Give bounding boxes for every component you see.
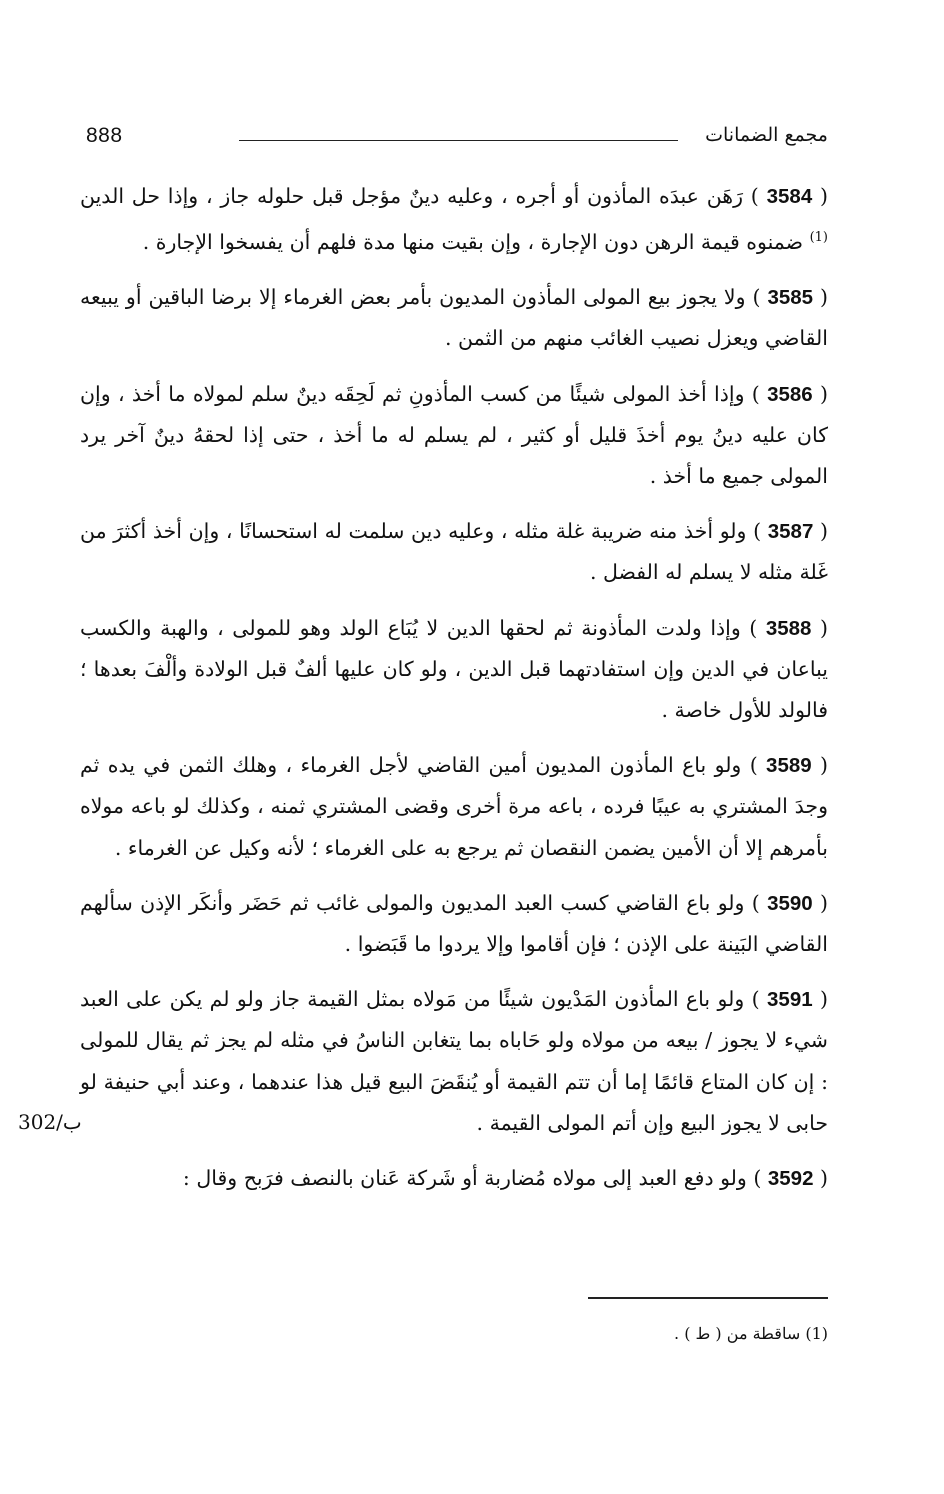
footnote-ref: (1) [809, 230, 828, 246]
paragraph-number: 3592 [767, 1167, 814, 1191]
paragraph-number: 3590 [767, 891, 813, 915]
open-paren: ( [813, 519, 829, 544]
open-paren: ( [811, 753, 829, 778]
open-paren: ( [812, 184, 829, 208]
close-paren: ) [744, 890, 768, 915]
paragraph-text: وإذا ولدت المأذونة ثم لحقها الدين لا يُبَاع الولد وهو للمولى ، والهبة والكسب يباعان في الدين وإن استفادتهما قبل الدين ، ولو كان عليها ألفٌ قبل الولادة وألْفَ بعدها ؛ فالولد للأول خاصة . [80, 615, 828, 723]
close-paren: ) [740, 615, 766, 640]
paragraph-text: ولو أخذ منه ضريبة غلة مثله ، وعليه دين سلمت له استحسانًا ، وإن أخذ أكثرَ من غَلة مثله لا يسلم له الفضل . [80, 519, 828, 585]
paragraph-text: وإذا أخذ المولى شيئًا من كسب المأذونِ ثم لَحِقَه دينٌ سلم لمولاه ما أخذ ، وإن كان عليه دينُ يوم أخذَ قليل أو كثير ، لم يسلم له ما أخذ ، حتى إذا لحقهُ دينٌ آخر يرد المولى جميع ما أخذ . [80, 381, 828, 489]
paragraph-3584 [80, 176, 828, 263]
open-paren: ( [813, 285, 828, 310]
paragraph-number: 3586 [767, 382, 813, 406]
paragraph-3587 [80, 511, 828, 593]
header-rule [239, 140, 678, 141]
page-header [86, 118, 828, 162]
paragraph-number: 3584 [766, 185, 813, 208]
paragraph-3586 [80, 374, 828, 498]
page-number: 888 [86, 124, 123, 147]
close-paren: ) [744, 987, 768, 1012]
open-paren: ( [812, 987, 829, 1012]
paragraph-text: ولو دفع العبد إلى مولاه مُضاربة أو شَركة عَنان بالنصف فرَبح وقال : [182, 1166, 747, 1191]
paragraph-3590 [80, 883, 828, 965]
paragraph-3585 [80, 277, 828, 359]
paragraph-text-cont: ضمنوه قيمة الرهن دون الإجارة ، وإن بقيت منها مدة فلهم أن يفسخوا الإجارة . [142, 230, 810, 255]
paragraph-number: 3585 [767, 286, 814, 310]
footnote-rule [588, 1297, 828, 1299]
paragraph-number: 3589 [766, 754, 812, 778]
close-paren: ) [746, 1166, 768, 1191]
close-paren: ) [746, 519, 768, 544]
open-paren: ( [812, 381, 829, 406]
paragraph-text: رَهَن عبدَه المأذون أو أجره ، وعليه دينٌ مؤجل قبل حلوله جاز ، وإذا حل الدين [80, 184, 744, 208]
paragraph-text: ولو باع المأذون المديون أمين القاضي لأجل الغرماء ، وهلك الثمن في يده ثم وجدَ المشتري به عيبًا فرده ، باعه مرة أخرى وقضى المشتري ثمنه ، وكذلك لو باعه مولاه بأمرهم إلا أن الأمين يضمن النقصان ثم يرجع به على الغرماء ؛ لأنه وكيل عن الغرماء . [80, 753, 828, 860]
running-title: مجمع الضمانات [705, 124, 828, 146]
paragraph-3592 [80, 1158, 828, 1199]
open-paren: ( [812, 890, 829, 915]
main-text [80, 176, 828, 1213]
paragraph-3589 [80, 745, 828, 869]
paragraph-number: 3587 [767, 520, 814, 544]
paragraph-text: ولا يجوز بيع المولى المأذون المديون بأمر بعض الغرماء إلا برضا الباقين أو يبيعه القاضي ويعزل نصيب الغائب منهم من الثمن . [80, 285, 828, 351]
paragraph-number: 3588 [765, 616, 812, 640]
open-paren: ( [811, 615, 828, 640]
close-paren: ) [745, 285, 768, 310]
paragraph-text: ولو باع المأذون المَدْيون شيئًا من مَولاه بمثل القيمة جاز ولو لم يكن على العبد شيء لا يجوز / بيعه من مولاه ولو حَاباه بما يتغابن الناسُ في مثله لم يجز ثم يقال للمولى : إن كان المتاع قائمًا إما أن تتم القيمة أو يُنقَضَ البيع قيل هذا عندهما ، وعند أبي حنيفة لو حابى لا يجوز البيع وإن أتم المولى القيمة . [80, 987, 828, 1135]
paragraph-text: ولو باع القاضي كسب العبد المديون والمولى غائب ثم حَضَر وأنكَر الإذن سألهم القاضي البَينة على الإذن ؛ فإن أقاموا وإلا يردوا ما قَبَضوا . [80, 890, 828, 957]
manuscript-folio-note: 302/ب [18, 1110, 82, 1134]
open-paren: ( [813, 1166, 828, 1191]
paragraph-number: 3591 [767, 988, 813, 1012]
close-paren: ) [743, 184, 767, 208]
footnote: (1) ساقطة من ( ط ) . [674, 1324, 828, 1343]
close-paren: ) [741, 753, 767, 778]
paragraph-3591 [80, 979, 828, 1144]
close-paren: ) [744, 381, 768, 406]
paragraph-3588 [80, 608, 828, 732]
